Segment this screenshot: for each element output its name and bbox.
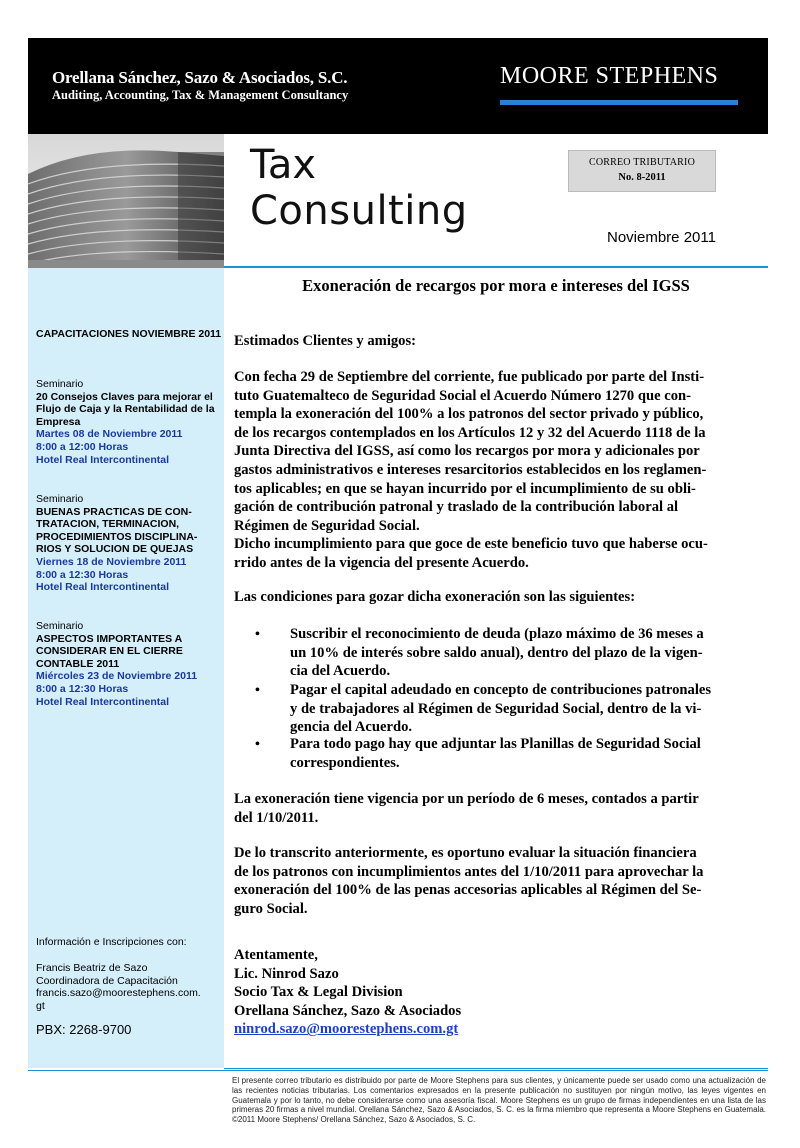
contact-email[interactable] [36, 987, 222, 1012]
sidebar-pbx [36, 1024, 222, 1037]
sidebar-heading-text: CAPACITACIONES NOVIEMBRE 2011 [36, 328, 222, 340]
contact-email-line1[interactable]: francis.sazo@moorestephens.com. [36, 987, 201, 1000]
masthead-title [250, 142, 468, 234]
sidebar-contact [36, 962, 222, 1012]
condition-item [290, 681, 766, 737]
firm-tagline: Auditing, Accounting, Tax & Management Consultancy [52, 88, 349, 102]
seminar-label: Seminario [36, 493, 84, 505]
paragraph-line: Dicho incumplimiento para que goce de este beneficio tuvo que haberse ocu- [234, 536, 708, 553]
condition-line: y de trabajadores al Régimen de Seguridad Social, dentro de la vi- [290, 700, 702, 717]
title-divider [224, 266, 768, 268]
signature-email-link[interactable]: ninrod.sazo@moorestephens.com.gt [234, 1021, 459, 1038]
sidebar-heading [36, 328, 222, 341]
pbx-text: PBX: 2268-9700 [36, 1022, 132, 1037]
condition-line: un 10% de interés sobre saldo anual), dentro del plazo de la vigen- [290, 644, 703, 661]
paragraph-line: Régimen de Seguridad Social. [234, 517, 420, 534]
seminar-time: 8:00 a 12:30 Horas [36, 682, 129, 695]
brand-underline [500, 100, 738, 105]
bullet-dot-icon: • [255, 627, 260, 642]
issue-date: Noviembre 2011 [607, 229, 716, 246]
paragraph-line: De lo transcrito anteriormente, es oportuno evaluar la situación financiera [234, 845, 697, 861]
signature-firm: Orellana Sánchez, Sazo & Asociados [234, 1002, 462, 1019]
paragraph-line: del 1/10/2011. [234, 809, 319, 826]
seminar-time: 8:00 a 12:30 Horas [36, 568, 129, 581]
building-photo [28, 134, 224, 268]
condition-line: Suscribir el reconocimiento de deuda (plazo máximo de 36 meses a [290, 626, 704, 642]
bulletin-number: No. 8-2011 [618, 172, 666, 183]
firm-name: Orellana Sánchez, Sazo & Asociados, S.C. [52, 68, 348, 87]
masthead-title-line2: Consulting [250, 188, 468, 234]
footer-divider [224, 1068, 768, 1069]
conditions-intro [234, 588, 766, 607]
seminar-time: 8:00 a 12:00 Horas [36, 440, 129, 453]
sidebar-info-heading [36, 936, 222, 949]
paragraph-line: guro Social. [234, 900, 308, 917]
signature-block [234, 946, 766, 1039]
condition-line: cia del Acuerdo. [290, 663, 391, 680]
seminar-1 [36, 378, 222, 466]
paragraph-line: tuto Guatemalteco de Seguridad Social el Acuerdo Número 1270 que con- [234, 387, 691, 404]
paragraph-line: rrido antes de la vigencia del presente Acuerdo. [234, 554, 529, 571]
info-heading-text: Información e Inscripciones con: [36, 936, 187, 948]
condition-item [290, 625, 766, 681]
building-image [28, 134, 224, 268]
article-paragraph-2 [234, 790, 766, 827]
contact-email-line2[interactable]: gt [36, 999, 45, 1012]
seminar-title: ASPECTOS IMPORTANTES A CONSIDERAR EN EL CIERRE CONTABLE 2011 [36, 632, 183, 670]
seminar-venue: Hotel Real Intercontinental [36, 581, 170, 594]
seminar-label: Seminario [36, 378, 84, 390]
paragraph-line: gastos administrativos e intereses resarcitorios establecidos en los reglamen- [234, 461, 707, 478]
condition-line: Para todo pago hay que adjuntar las Planillas de Seguridad Social [290, 736, 701, 752]
conditions-intro-text: Las condiciones para gozar dicha exoneración son las siguientes: [234, 589, 636, 605]
footer-disclaimer: El presente correo tributario es distribuido por parte de Moore Stephens para sus clientes, y únicamente puede ser usado como una actualización de las recientes noticias tributarias. Los comentarios expresados en la presente publicación no sustituyen por ningún motivo, las leyes vigentes en Guatemala y por lo tanto, no debe considerarse como una asesoría fiscal. Moore Stephens es un grupo de firmas independientes en una lista de las primeras 20 firmas a nivel mundial. Orellana Sánchez, Sazo & Asociados, S. C. es la firma miembro que representa a Moore Stephens en Guatemala. ©2011 Moore Stephens/ Orellana Sánchez, Sazo & Asociados, S. C. [232, 1076, 766, 1125]
paragraph-line: templa la exoneración del 100% a los patronos del sector privado y público, [234, 406, 704, 423]
seminar-title: 20 Consejos Claves para mejorar el Flujo de Caja y la Rentabilidad de la Empresa [36, 390, 215, 428]
condition-line: gencia del Acuerdo. [290, 719, 413, 736]
seminar-date: Martes 08 de Noviembre 2011 [36, 428, 183, 441]
brand-logo-text: MOORE STEPHENS [500, 63, 719, 89]
article-paragraph-1 [234, 368, 766, 573]
contact-name: Francis Beatriz de Sazo [36, 962, 148, 974]
condition-line: Pagar el capital adeudado en concepto de contribuciones patronales [290, 682, 712, 698]
footer-divider-full [28, 1070, 768, 1071]
condition-line: correspondientes. [290, 754, 400, 771]
paragraph-line: Junta Directiva del IGSS, así como los recargos por mora y adicionales por [234, 443, 700, 460]
signature-closing: Atentamente, [234, 947, 318, 963]
paragraph-line: de los recargos contemplados en los Artículos 12 y 32 del Acuerdo 1118 de la [234, 424, 706, 441]
bulletin-box [568, 150, 716, 192]
seminar-venue: Hotel Real Intercontinental [36, 453, 170, 466]
seminar-date: Miércoles 23 de Noviembre 2011 [36, 670, 198, 683]
bullet-dot-icon: • [255, 737, 260, 752]
paragraph-line: tos aplicables; en que se hayan incurrido por el incumplimiento de su obli- [234, 480, 696, 497]
bulletin-label: CORREO TRIBUTARIO [588, 157, 696, 168]
seminar-label: Seminario [36, 620, 84, 632]
paragraph-line: exoneración del 100% de las penas accesorias aplicables al Régimen del Se- [234, 882, 702, 899]
masthead-title-line1: Tax [250, 142, 316, 188]
seminar-venue: Hotel Real Intercontinental [36, 695, 170, 708]
seminar-3 [36, 620, 222, 708]
bullet-dot-icon: • [255, 683, 260, 698]
greeting-text: Estimados Clientes y amigos: [234, 333, 417, 349]
paragraph-line: de los patronos con incumplimientos antes del 1/10/2011 para aprovechar la [234, 863, 704, 880]
article-headline: Exoneración de recargos por mora e intereses del IGSS [302, 276, 690, 295]
article-paragraph-3 [234, 844, 766, 918]
seminar-2 [36, 493, 222, 594]
paragraph-line: La exoneración tiene vigencia por un período de 6 meses, contados a partir [234, 791, 699, 807]
paragraph-line: gación de contribución patronal y traslado de la contribución laboral al [234, 499, 679, 516]
seminar-date: Viernes 18 de Noviembre 2011 [36, 555, 187, 568]
contact-role: Coordinadora de Capacitación [36, 974, 178, 987]
paragraph-line: Con fecha 29 de Septiembre del corriente, fue publicado por parte del Insti- [234, 369, 705, 385]
condition-item [290, 735, 766, 772]
signature-role: Socio Tax & Legal Division [234, 984, 403, 1001]
signature-name: Lic. Ninrod Sazo [234, 965, 339, 982]
article-greeting [234, 332, 766, 351]
seminar-title: BUENAS PRACTICAS DE CON-TRATACION, TERMINACION, PROCEDIMIENTOS DISCIPLINA-RIOS Y SOLUCION DE QUEJAS [36, 505, 198, 556]
